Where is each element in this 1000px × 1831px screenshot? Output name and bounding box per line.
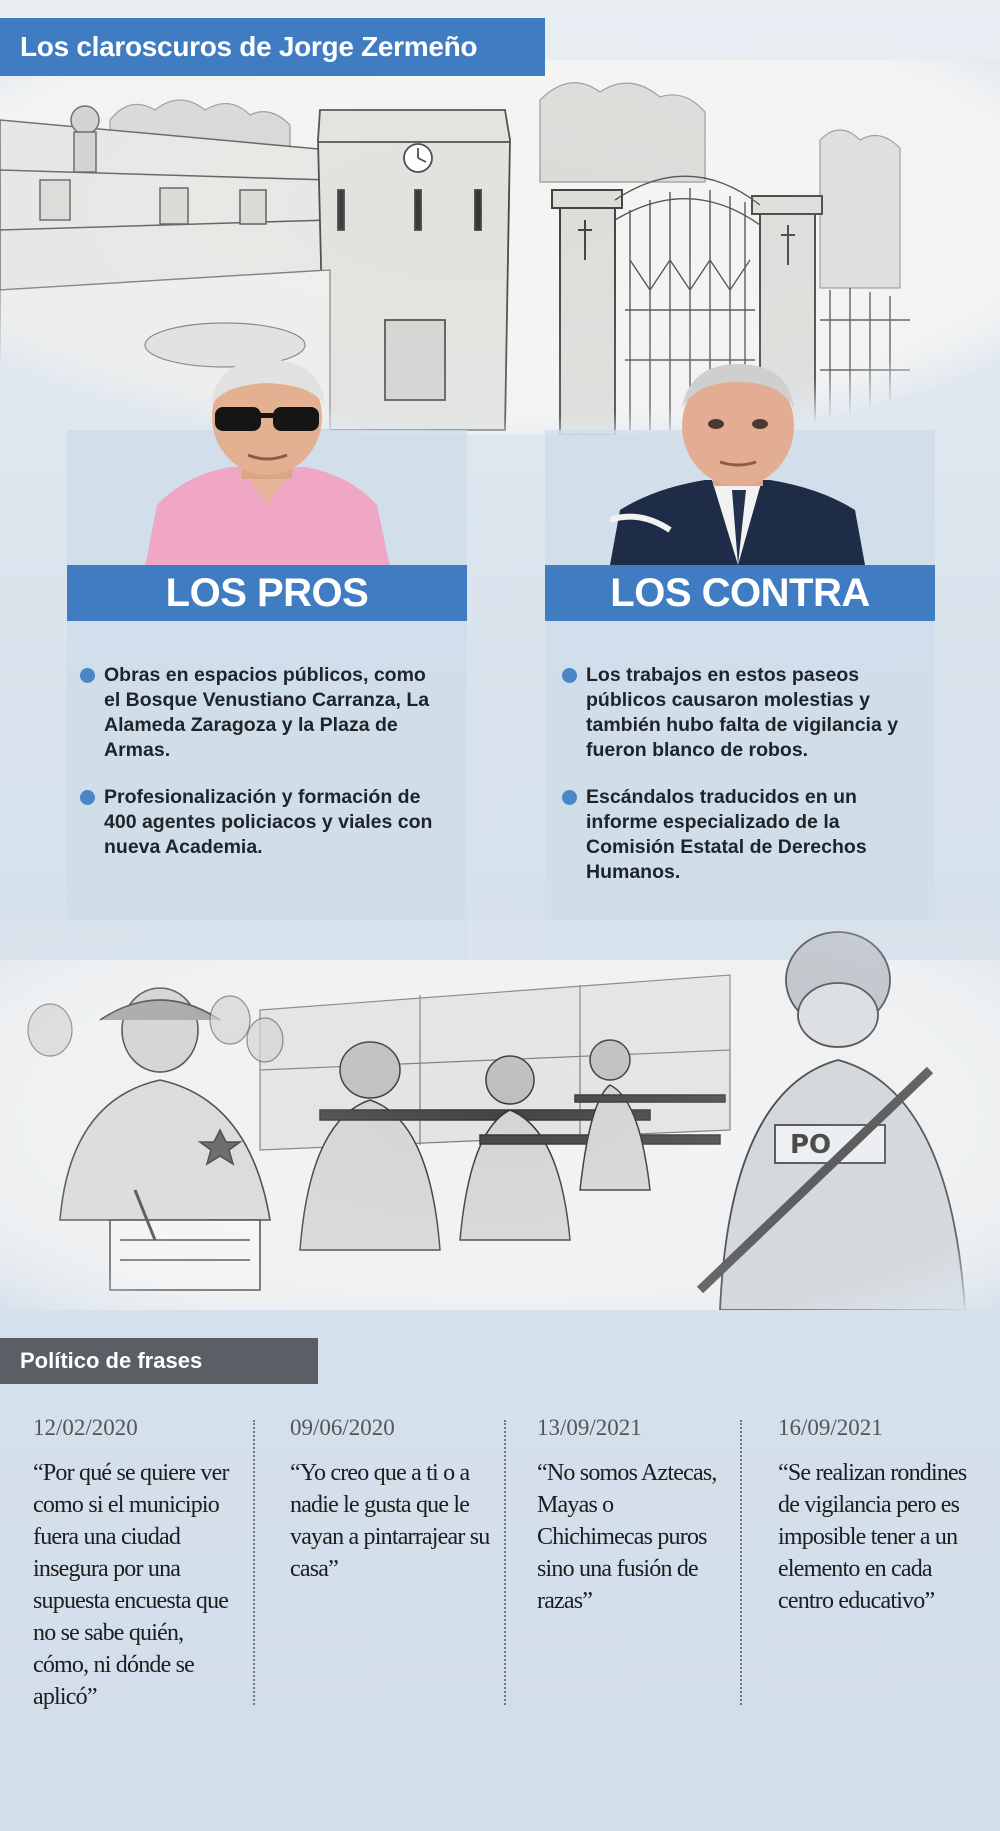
bullet-icon — [80, 790, 95, 805]
quote-text: “Yo creo que a ti o a nadie le gusta que le vayan a pintarrajear su casa” — [290, 1460, 490, 1582]
page-title: Los claroscuros de Jorge Zermeño — [20, 31, 478, 62]
quote-text: “Se realizan rondines de vigilancia pero es imposible tener a un elemento en cada centro educativo” — [778, 1460, 967, 1614]
pros-heading: LOS PROS — [67, 565, 467, 621]
quote-text: “No somos Aztecas, Mayas o Chichimecas puros sino una fusión de razas” — [537, 1460, 717, 1614]
list-item — [562, 785, 907, 885]
list-item — [562, 663, 907, 763]
quote-card — [33, 1415, 233, 1713]
phrases-title: Político de frases — [20, 1348, 203, 1373]
portrait-contra-photo — [610, 360, 865, 565]
list-item — [80, 785, 435, 860]
quote-text: “Por qué se quiere ver como si el municipio fuera una ciudad insegura por una supuesta encuesta que no se sabe quién, cómo, ni dónde se aplicó” — [33, 1460, 229, 1710]
bullet-icon — [562, 668, 577, 683]
dotted-divider — [740, 1420, 742, 1705]
portrait-pros-photo — [145, 355, 390, 567]
pros-item-text: Obras en espacios públicos, como el Bosque Venustiano Carranza, La Alameda Zaragoza y la Plaza de Armas. — [104, 664, 430, 761]
quote-card — [778, 1415, 968, 1617]
pros-item-text: Profesionalización y formación de 400 agentes policiacos y viales con nueva Academia. — [104, 786, 433, 858]
dotted-divider — [504, 1420, 506, 1705]
police-sketch-illustration — [0, 920, 1000, 1310]
bullet-icon — [80, 668, 95, 683]
dotted-divider — [253, 1420, 255, 1705]
quote-date: 09/06/2020 — [290, 1415, 395, 1440]
quote-card — [290, 1415, 490, 1585]
quote-date: 16/09/2021 — [778, 1415, 883, 1440]
contra-item-text: Los trabajos en estos paseos públicos causaron molestias y también hubo falta de vigilancia y fueron blanco de robos. — [586, 664, 899, 761]
quote-date: 12/02/2020 — [33, 1415, 138, 1440]
police-sketch-drawing — [0, 920, 1000, 1310]
portrait-contra-drawing — [610, 360, 865, 565]
quote-card — [537, 1415, 727, 1617]
pros-list — [80, 663, 435, 882]
page-title-bar — [0, 18, 545, 76]
list-item — [80, 663, 435, 763]
portrait-pros-drawing — [145, 355, 390, 567]
contra-item-text: Escándalos traducidos en un informe especializado de la Comisión Estatal de Derechos Humanos. — [586, 786, 867, 883]
quote-date: 13/09/2021 — [537, 1415, 642, 1440]
bullet-icon — [562, 790, 577, 805]
phrases-title-bar — [0, 1338, 318, 1384]
contra-heading: LOS CONTRA — [545, 565, 935, 621]
contra-list — [562, 663, 907, 907]
